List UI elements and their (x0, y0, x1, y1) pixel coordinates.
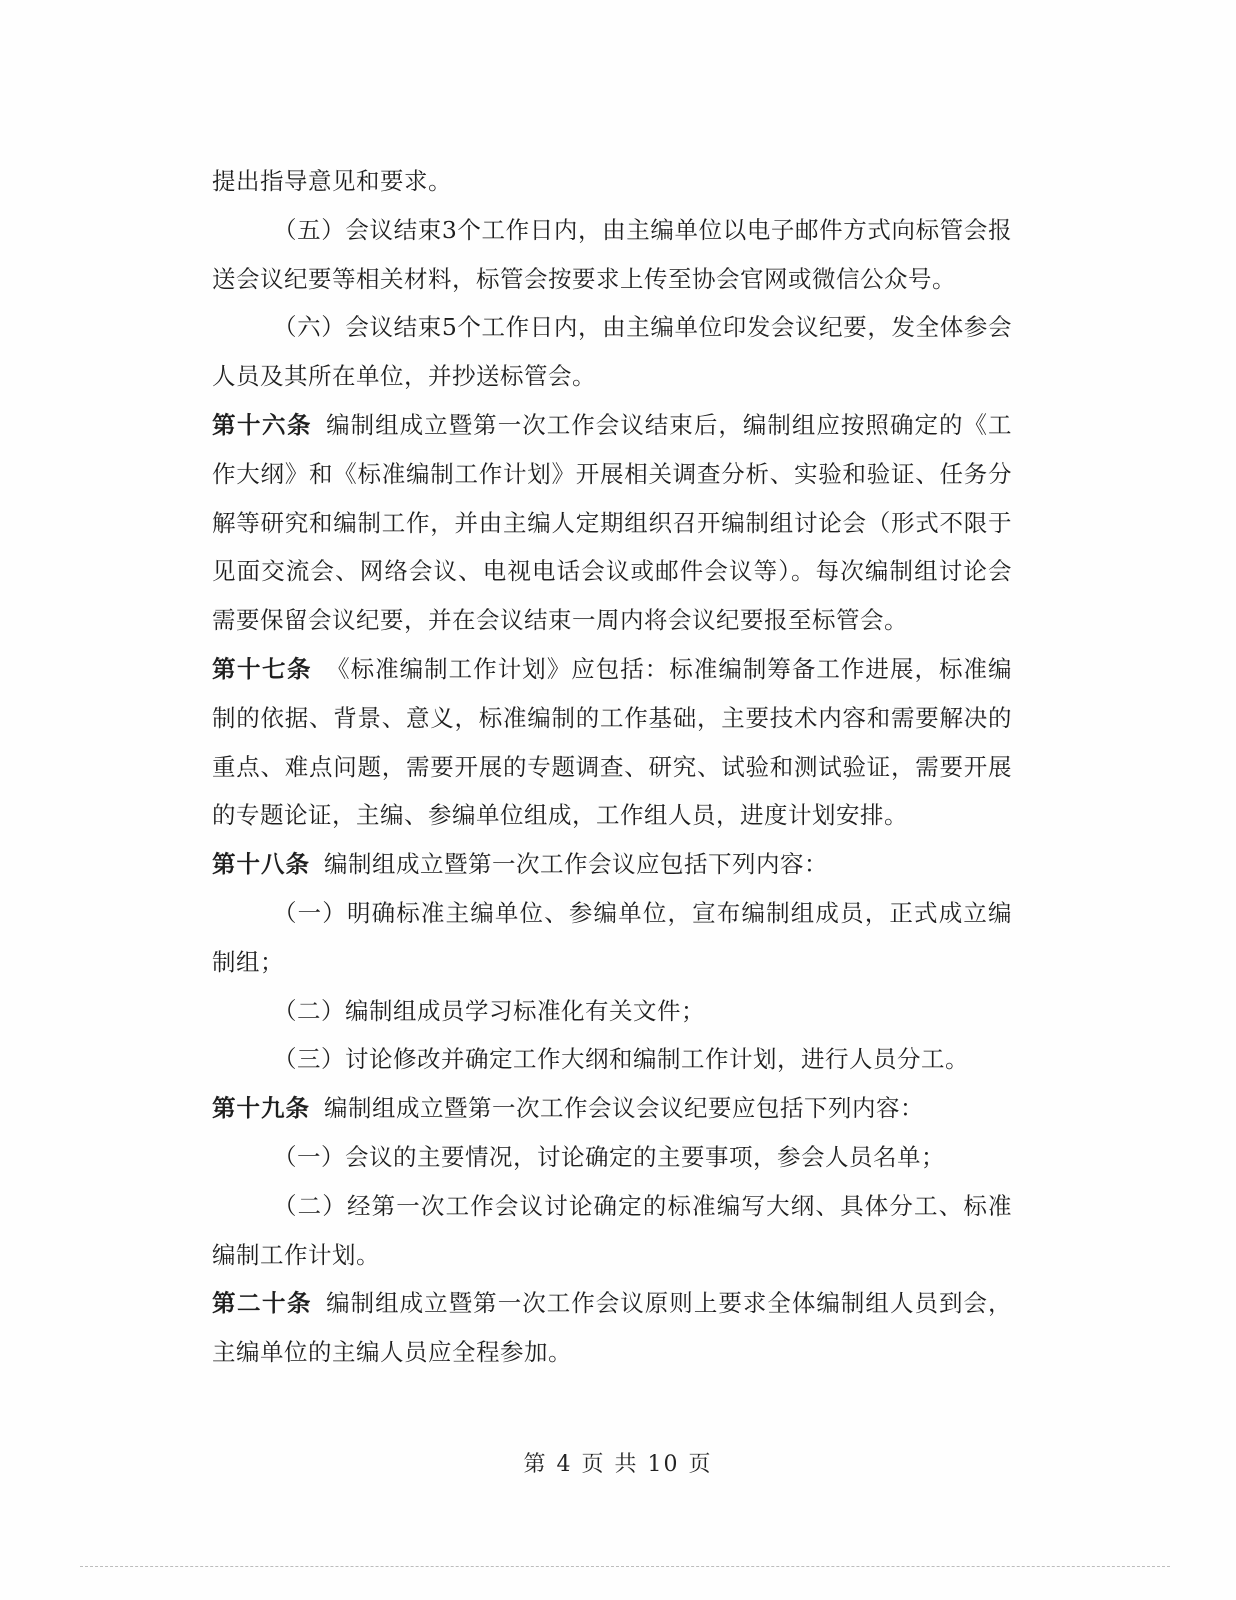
paragraph-text: （五）会议结束3个工作日内，由主编单位以电子邮件方式向标管会报送会议纪要等相关材料，标管会按要求上传至协会官网或微信公众号。 (212, 215, 1012, 293)
article-label: 第十七条 (212, 654, 313, 683)
paragraph-text: 编制组成立暨第一次工作会议原则上要求全体编制组人员到会，主编单位的主编人员应全程参加。 (212, 1289, 1013, 1367)
paragraph-text: （一）会议的主要情况，讨论确定的主要事项，参会人员名单； (273, 1142, 945, 1171)
paragraph-text: 编制组成立暨第一次工作会议会议纪要应包括下列内容： (324, 1094, 924, 1123)
paragraph-text: 编制组成立暨第一次工作会议应包括下列内容： (324, 850, 828, 879)
paragraph (212, 889, 1012, 987)
paragraph (212, 1084, 1012, 1133)
scan-edge-divider (80, 1566, 1170, 1567)
paragraph (212, 987, 1012, 1036)
document-body (212, 157, 1012, 1377)
paragraph (212, 840, 1012, 889)
paragraph-text: 《标准编制工作计划》应包括：标准编制筹备工作进展，标准编制的依据、背景、意义，标准编制的工作基础，主要技术内容和需要解决的重点、难点问题，需要开展的专题调查、研究、试验和测试验证，需要开展的专题论证，主编、参编单位组成，工作组人员，进度计划安排。 (212, 654, 1013, 830)
paragraph-text: （二）编制组成员学习标准化有关文件； (273, 996, 705, 1025)
paragraph (212, 1182, 1012, 1280)
paragraph (212, 303, 1012, 401)
article-label: 第十六条 (212, 410, 313, 439)
paragraph-text: （一）明确标准主编单位、参编单位，宣布编制组成员，正式成立编制组； (212, 898, 1012, 976)
article-label: 第二十条 (212, 1289, 313, 1318)
article-label: 第十九条 (212, 1094, 310, 1123)
paragraph (212, 157, 1012, 206)
paragraph-text: （二）经第一次工作会议讨论确定的标准编写大纲、具体分工、标准编制工作计划。 (212, 1191, 1012, 1269)
page-number: 第 4 页 共 10 页 (523, 1452, 713, 1477)
paragraph (212, 401, 1012, 645)
article-label: 第十八条 (212, 850, 310, 879)
paragraph-text: （三）讨论修改并确定工作大纲和编制工作计划，进行人员分工。 (273, 1045, 969, 1074)
paragraph-text: （六）会议结束5个工作日内，由主编单位印发会议纪要，发全体参会人员及其所在单位，并抄送标管会。 (212, 313, 1012, 391)
paragraph (212, 1035, 1012, 1084)
paragraph-text: 编制组成立暨第一次工作会议结束后，编制组应按照确定的《工作大纲》和《标准编制工作计划》开展相关调查分析、实验和验证、任务分解等研究和编制工作，并由主编人定期组织召开编制组讨论会（形式不限于见面交流会、网络会议、电视电话会议或邮件会议等）。每次编制组讨论会需要保留会议纪要，并在会议结束一周内将会议纪要报至标管会。 (212, 410, 1013, 635)
paragraph-text: 提出指导意见和要求。 (212, 167, 452, 195)
paragraph (212, 1133, 1012, 1182)
paragraph (212, 206, 1012, 304)
paragraph (212, 645, 1012, 840)
paragraph (212, 1279, 1012, 1377)
